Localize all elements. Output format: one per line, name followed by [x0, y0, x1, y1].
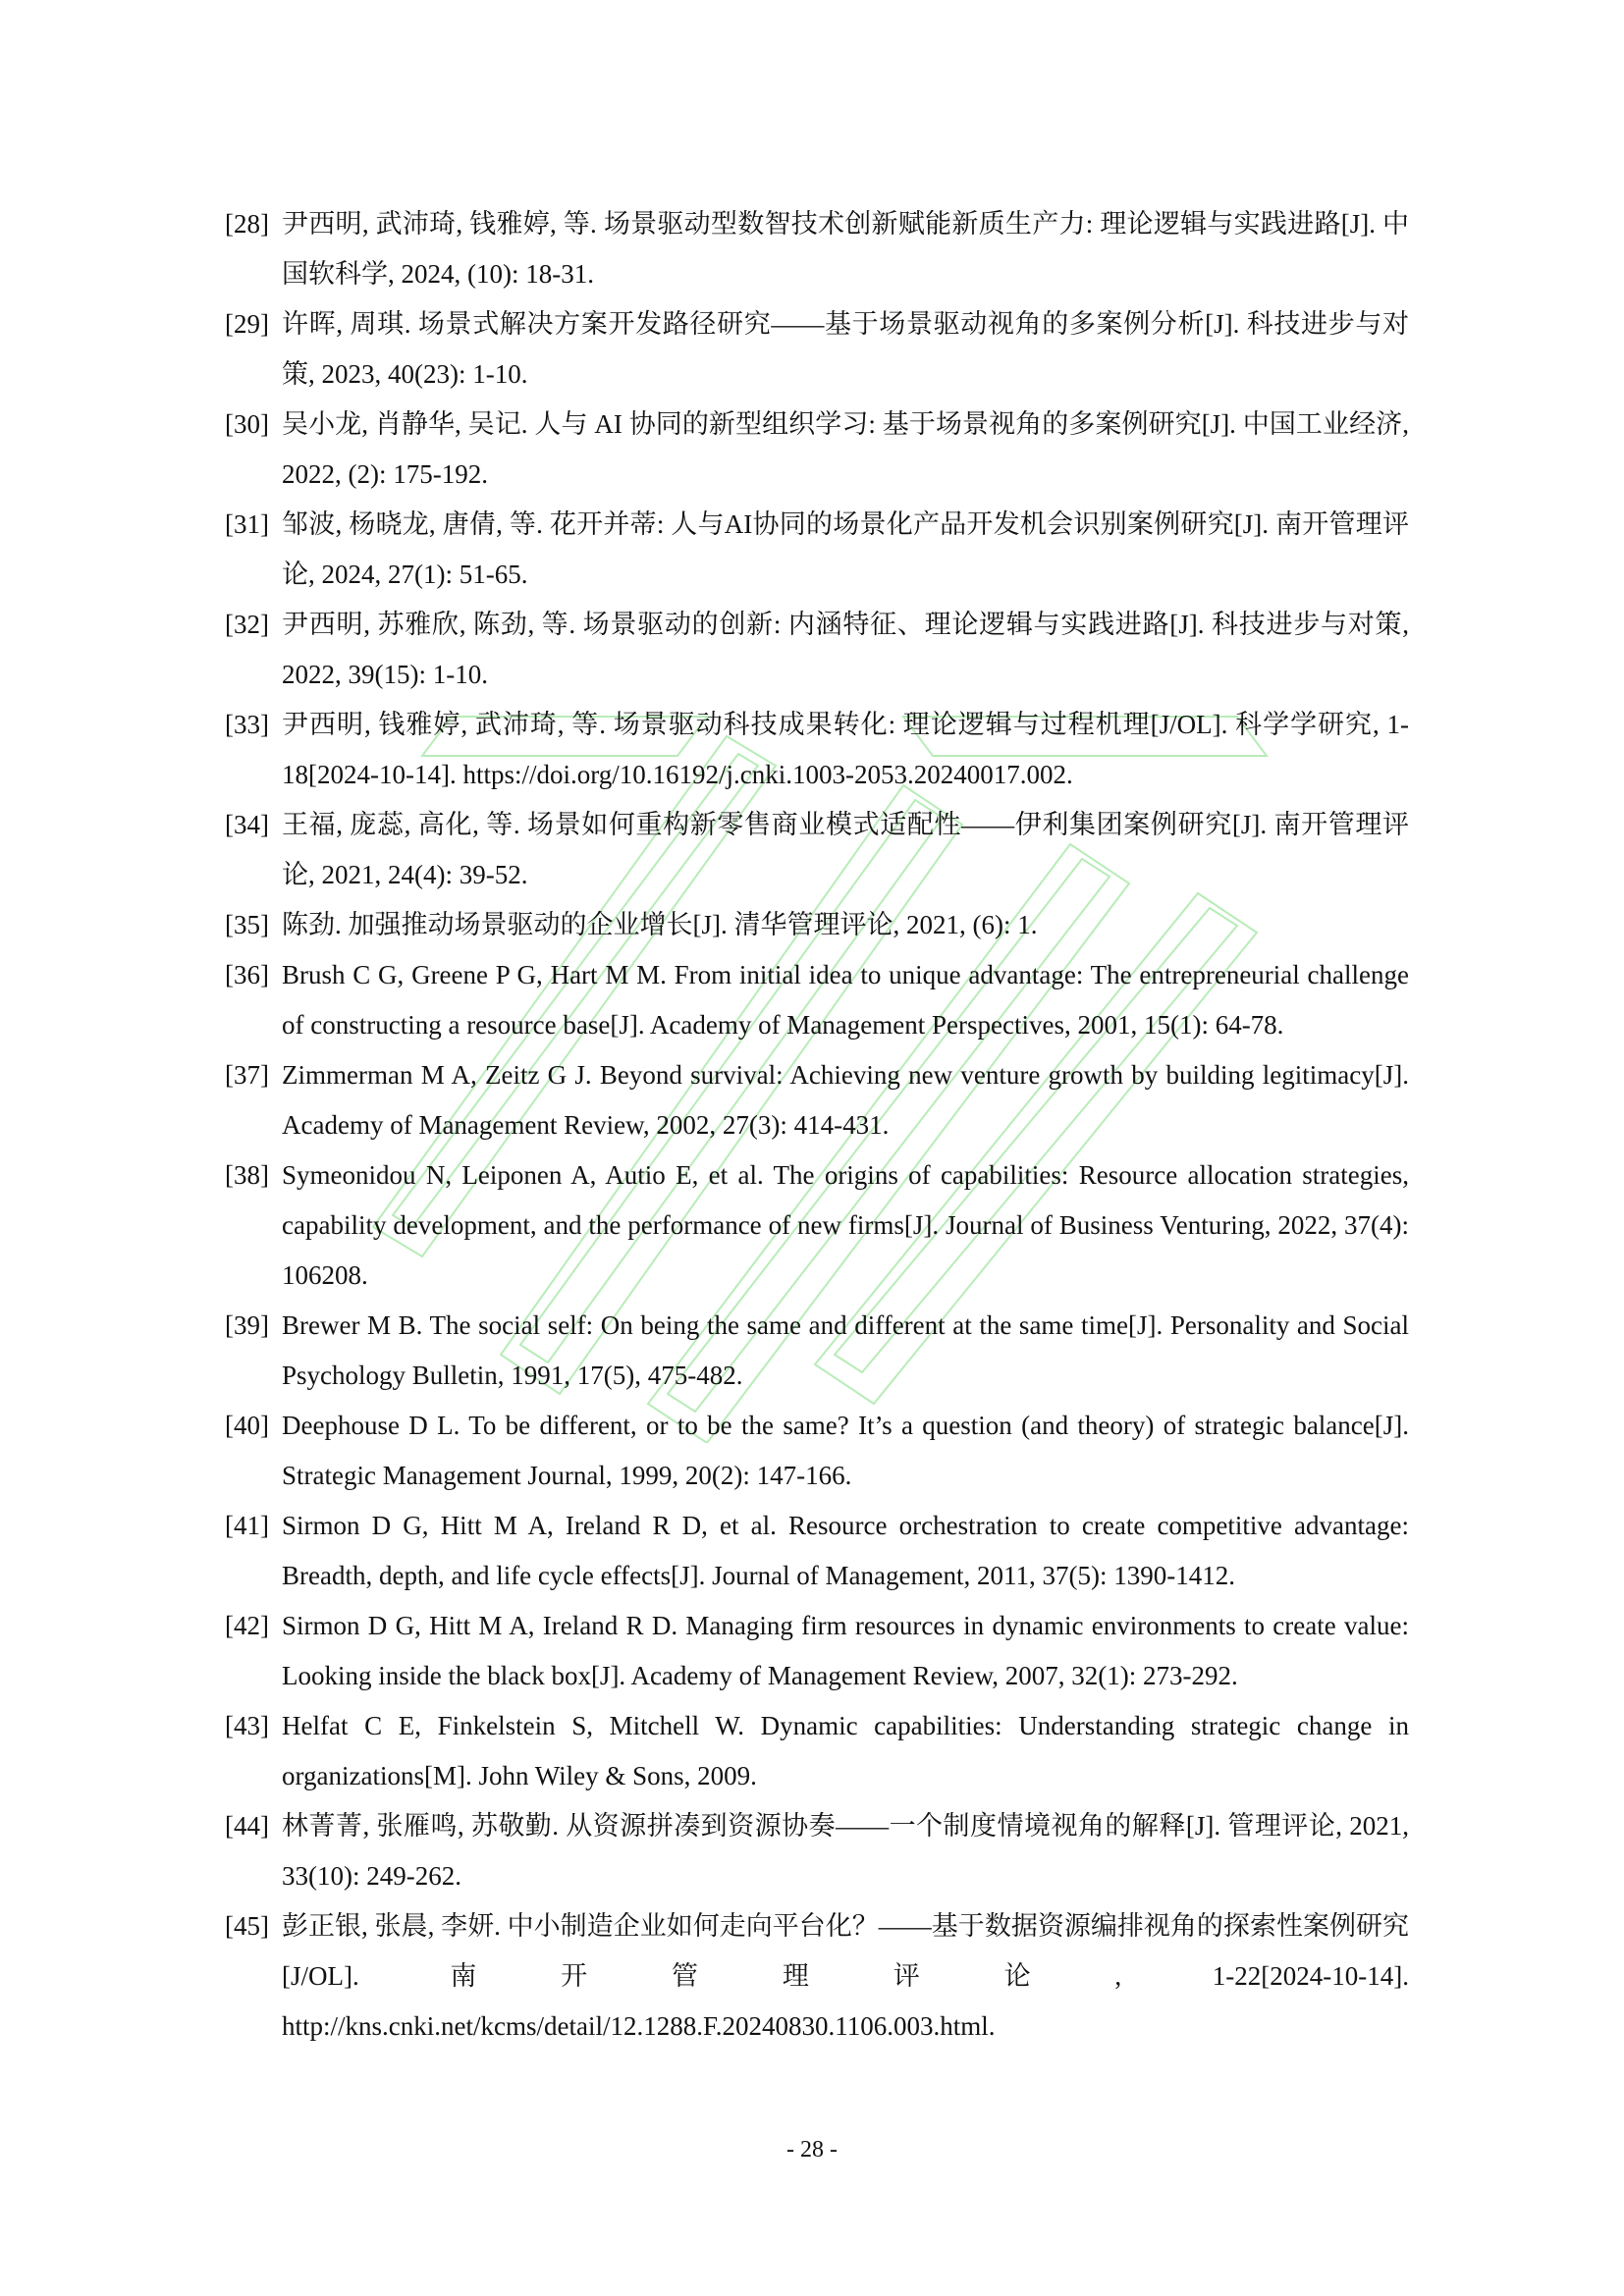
reference-text: Sirmon D G, Hitt M A, Ireland R D. Managing firm resources in dynamic environments to create value: Looking inside the black box[J]. Academy of Management Review, 2007, 32(1): 273-292.	[282, 1611, 1409, 1690]
reference-number: [35]	[225, 910, 269, 939]
reference-entry	[225, 1601, 1409, 1701]
reference-entry	[225, 1301, 1409, 1401]
reference-number: [40]	[225, 1411, 269, 1440]
reference-entry	[225, 1501, 1409, 1601]
reference-number: [42]	[225, 1611, 269, 1640]
reference-number: [28]	[225, 209, 269, 239]
reference-entry	[225, 1801, 1409, 1901]
reference-entry	[225, 700, 1409, 800]
reference-text: Brewer M B. The social self: On being the same and different at the same time[J]. Personality and Social Psychology Bulletin, 1991, 17(5), 475-482.	[282, 1310, 1409, 1390]
reference-entry	[225, 1401, 1409, 1501]
reference-number: [43]	[225, 1711, 269, 1740]
reference-number: [30]	[225, 409, 269, 439]
reference-text: 陈劲. 加强推动场景驱动的企业增长[J]. 清华管理评论, 2021, (6): 1.	[282, 910, 1038, 939]
reference-text: Sirmon D G, Hitt M A, Ireland R D, et al. Resource orchestration to create competitive advantage: Breadth, depth, and life cycle effects[J]. Journal of Management, 2011, 37(5): 1390-1412.	[282, 1511, 1409, 1590]
reference-number: [37]	[225, 1060, 269, 1090]
reference-text: Symeonidou N, Leiponen A, Autio E, et al. The origins of capabilities: Resource allocation strategies, capability development, and the performance of new firms[J]. Journal of Business Venturing, 2022, 37(4): 106208.	[282, 1160, 1409, 1290]
reference-number: [41]	[225, 1511, 269, 1540]
reference-entry	[225, 600, 1409, 700]
reference-number: [36]	[225, 960, 269, 989]
reference-entry	[225, 1701, 1409, 1801]
reference-text: 彭正银, 张晨, 李妍. 中小制造企业如何走向平台化？——基于数据资源编排视角的探索性案例研究[J/OL]. 南开管理评论, 1-22[2024-10-14]. http://kns.cnki.net/kcms/detail/12.1288.F.20240830.1106.003.html.	[282, 1911, 1409, 2041]
reference-entry	[225, 500, 1409, 600]
reference-entry	[225, 199, 1409, 299]
reference-text: Deephouse D L. To be different, or to be the same? It’s a question (and theory) of strategic balance[J]. Strategic Management Journal, 1999, 20(2): 147-166.	[282, 1411, 1409, 1490]
reference-entry	[225, 1150, 1409, 1301]
reference-number: [38]	[225, 1160, 269, 1190]
reference-entry	[225, 950, 1409, 1050]
reference-entry	[225, 900, 1409, 950]
reference-text: 林菁菁, 张雁鸣, 苏敬勤. 从资源拼凑到资源协奏——一个制度情境视角的解释[J]. 管理评论, 2021, 33(10): 249-262.	[282, 1811, 1409, 1891]
reference-entry	[225, 1901, 1409, 2052]
reference-text: 许晖, 周琪. 场景式解决方案开发路径研究——基于场景驱动视角的多案例分析[J]. 科技进步与对策, 2023, 40(23): 1-10.	[282, 309, 1409, 389]
reference-text: 吴小龙, 肖静华, 吴记. 人与 AI 协同的新型组织学习: 基于场景视角的多案例研究[J]. 中国工业经济, 2022, (2): 175-192.	[282, 409, 1409, 489]
reference-text: 尹西明, 武沛琦, 钱雅婷, 等. 场景驱动型数智技术创新赋能新质生产力: 理论逻辑与实践进路[J]. 中国软科学, 2024, (10): 18-31.	[282, 209, 1409, 289]
reference-entry	[225, 299, 1409, 400]
reference-entry	[225, 1050, 1409, 1150]
reference-number: [45]	[225, 1911, 269, 1941]
reference-list	[225, 199, 1409, 2052]
reference-number: [34]	[225, 810, 269, 839]
reference-text: 邹波, 杨晓龙, 唐倩, 等. 花开并蒂: 人与AI协同的场景化产品开发机会识别案例研究[J]. 南开管理评论, 2024, 27(1): 51-65.	[282, 509, 1409, 589]
reference-text: 尹西明, 苏雅欣, 陈劲, 等. 场景驱动的创新: 内涵特征、理论逻辑与实践进路[J]. 科技进步与对策, 2022, 39(15): 1-10.	[282, 610, 1409, 689]
reference-text: Zimmerman M A, Zeitz G J. Beyond survival: Achieving new venture growth by building legitimacy[J]. Academy of Management Review, 2002, 27(3): 414-431.	[282, 1060, 1409, 1140]
reference-number: [32]	[225, 610, 269, 639]
page-number: - 28 -	[786, 2137, 838, 2163]
reference-number: [29]	[225, 309, 269, 339]
reference-number: [44]	[225, 1811, 269, 1841]
reference-number: [39]	[225, 1310, 269, 1340]
reference-text: 王福, 庞蕊, 高化, 等. 场景如何重构新零售商业模式适配性——伊利集团案例研究[J]. 南开管理评论, 2021, 24(4): 39-52.	[282, 810, 1409, 889]
reference-text: Brush C G, Greene P G, Hart M M. From initial idea to unique advantage: The entrepreneurial challenge of constructing a resource base[J]. Academy of Management Perspectives, 2001, 15(1): 64-78.	[282, 960, 1409, 1040]
reference-text: Helfat C E, Finkelstein S, Mitchell W. Dynamic capabilities: Understanding strategic change in organizations[M]. John Wiley & Sons, 2009.	[282, 1711, 1409, 1790]
reference-number: [31]	[225, 509, 269, 539]
reference-entry	[225, 400, 1409, 500]
reference-text: 尹西明, 钱雅婷, 武沛琦, 等. 场景驱动科技成果转化: 理论逻辑与过程机理[J/OL]. 科学学研究, 1-18[2024-10-14]. https://doi.org/10.16192/j.cnki.1003-2053.20240017.002.	[282, 710, 1409, 789]
reference-entry	[225, 800, 1409, 900]
reference-number: [33]	[225, 710, 269, 739]
